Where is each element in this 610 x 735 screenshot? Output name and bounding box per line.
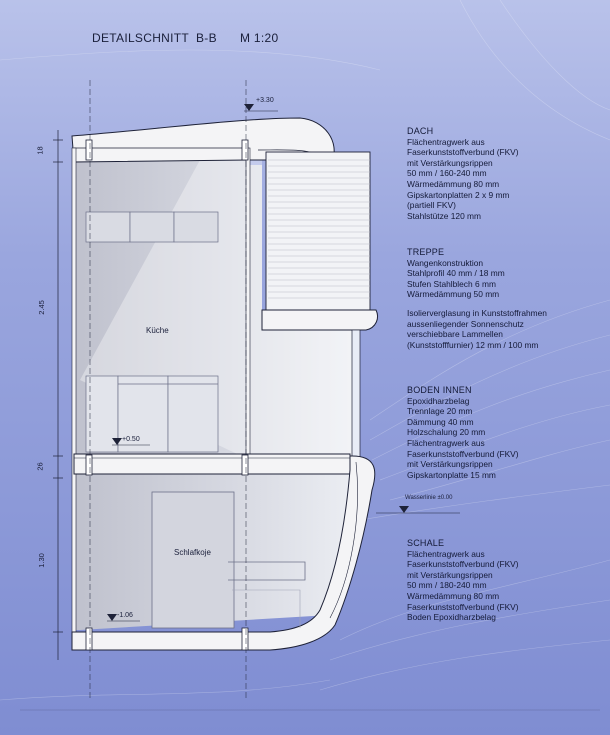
floor-slab: [74, 454, 350, 474]
spec-floor-line: Holzschalung 20 mm: [407, 427, 486, 438]
spec-roof-line: (partiell FKV): [407, 200, 456, 211]
spec-floor-line: mit Verstärkungsrippen: [407, 459, 493, 470]
window-glazing: [352, 330, 360, 460]
scale-label: M 1:20: [240, 31, 279, 45]
spec-stairs-line: Stufen Stahlblech 6 mm: [407, 278, 496, 289]
spec-stairs-line: verschiebbare Lammellen: [407, 329, 503, 340]
room-label-berth: Schlafkoje: [174, 548, 211, 557]
spec-floor: [407, 385, 519, 480]
spec-stairs-line: Wangenkonstruktion: [407, 257, 484, 268]
spec-shell-heading: SCHALE: [407, 538, 445, 548]
level-top: +3.30: [256, 97, 274, 104]
spec-roof-line: mit Verstärkungsrippen: [407, 157, 493, 168]
spec-floor-line: Gipskartonplatte 15 mm: [407, 469, 496, 480]
dimension-1-30: 1.30: [36, 553, 46, 568]
spec-stairs-line: [407, 300, 547, 308]
spec-stairs-line: Wärmedämmung 50 mm: [407, 289, 500, 300]
spec-stairs-line: (Kunststofffurnier) 12 mm / 100 mm: [407, 339, 539, 350]
lower-cabinets: [86, 376, 218, 452]
spec-shell-line: Boden Epoxidharzbelag: [407, 612, 496, 623]
title-text: DETAILSCHNITT: [92, 31, 190, 45]
dimension-2-45: 2.45: [36, 300, 46, 315]
spec-floor-heading: BODEN INNEN: [407, 385, 472, 395]
upper-cabinets: [86, 212, 218, 242]
spec-stairs-line: Isolierverglasung in Kunststoffrahmen: [407, 307, 547, 318]
left-wall: [72, 148, 76, 638]
level-floor: +0.50: [122, 436, 140, 443]
spec-roof-line: Stahlstütze 120 mm: [407, 210, 482, 221]
section-label: B-B: [196, 31, 217, 45]
spec-stairs-line: aussenliegender Sonnenschutz: [407, 318, 524, 329]
spec-shell-line: 50 mm / 180-240 mm: [407, 580, 487, 591]
dimension-18: 18: [35, 146, 45, 155]
spec-floor-line: Faserkunststoffverbund (FKV): [407, 448, 519, 459]
level-bottom: -1.06: [117, 612, 133, 619]
berth-door: [152, 492, 234, 628]
spec-roof-line: Gipskartonplatten 2 x 9 mm: [407, 189, 510, 200]
spec-roof-heading: DACH: [407, 126, 434, 136]
spec-floor-line: Epoxidharzbelag: [407, 395, 470, 406]
spec-roof: [407, 126, 519, 221]
spec-shell-line: mit Verstärkungsrippen: [407, 569, 493, 580]
staircase: [266, 152, 370, 310]
spec-shell-line: Faserkunststoffverbund (FKV): [407, 601, 519, 612]
spec-stairs-line: Stahlprofil 40 mm / 18 mm: [407, 268, 505, 279]
spec-floor-line: Trennlage 20 mm: [407, 406, 473, 417]
spec-roof-line: Wärmedämmung 80 mm: [407, 178, 500, 189]
spec-roof-line: Flächentragwerk aus: [407, 136, 485, 147]
spec-shell-line: Wärmedämmung 80 mm: [407, 590, 500, 601]
level-waterline: Wasserlinie ±0.00: [405, 495, 453, 501]
spec-stairs: [407, 247, 547, 350]
spec-floor-line: Dämmung 40 mm: [407, 416, 474, 427]
room-label-kitchen: Küche: [146, 326, 169, 335]
spec-shell-line: Faserkunststoffverbund (FKV): [407, 559, 519, 570]
steel-column: [246, 148, 250, 463]
spec-shell-line: Flächentragwerk aus: [407, 548, 485, 559]
spec-roof-line: 50 mm / 160-240 mm: [407, 168, 487, 179]
spec-shell: [407, 538, 519, 623]
stair-landing: [262, 310, 378, 330]
spec-floor-line: Flächentragwerk aus: [407, 437, 485, 448]
spec-stairs-heading: TREPPE: [407, 247, 445, 257]
spec-roof-line: Faserkunststoffverbund (FKV): [407, 147, 519, 158]
dimension-26: 26: [35, 462, 45, 471]
